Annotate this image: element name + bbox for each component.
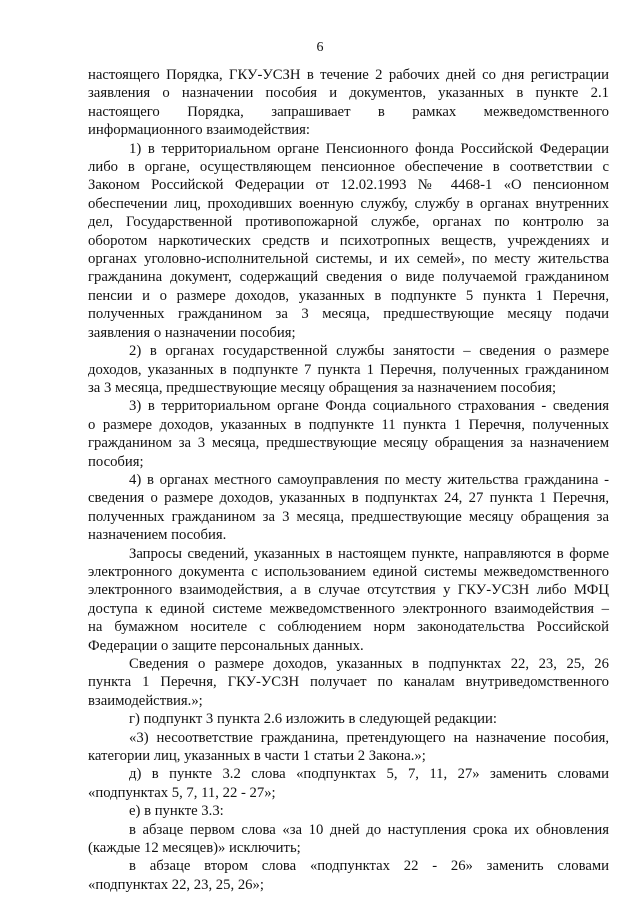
- paragraph-sub-d: [88, 765, 609, 802]
- text-line: 2) в органах государственной службы занятости – сведения о размере: [129, 343, 609, 360]
- paragraph-sub-e: [88, 802, 609, 820]
- text-line: категории лиц, указанных в части 1 статьи 2 Закона.»;: [88, 748, 426, 765]
- paragraph-sub-g-text: [88, 729, 609, 766]
- text-line: 1) в территориальном органе Пенсионного фонда Российской Федерации: [129, 140, 609, 157]
- text-line: д) в пункте 3.2 слова «подпунктах 5, 7, 11, 27» заменить словами: [129, 766, 609, 783]
- text-line: 3) в территориальном органе Фонда социального страхования - сведения: [129, 398, 609, 415]
- text-line: «подпунктах 5, 7, 11, 22 - 27»;: [88, 784, 276, 801]
- text-line: в абзаце первом слова «за 10 дней до наступления срока их обновления: [129, 821, 609, 838]
- paragraph-sub-e-2: [88, 857, 609, 894]
- text-line: (каждые 12 месяцев)» исключить;: [88, 840, 301, 857]
- text-line: пенсии и о размере доходов, указанных в подпункте 5 пункта 1 Перечня,: [88, 287, 609, 304]
- paragraph-intro: [88, 66, 609, 140]
- document-text: [88, 66, 609, 894]
- paragraph-income-info: [88, 655, 609, 710]
- text-line: информационного взаимодействия:: [88, 122, 310, 139]
- paragraph-item-3: [88, 397, 609, 471]
- text-line: электронного взаимодействия, а в случае отсутствия у ГКУ-УСЗН либо МФЦ: [88, 582, 609, 599]
- text-line: г) подпункт 3 пункта 2.6 изложить в следующей редакции:: [129, 711, 497, 728]
- text-line: заявления о назначении пособия и документов, указанных в пункте 2.1: [88, 85, 609, 102]
- text-line: Законом Российской Федерации от 12.02.1993 № 4468-1 «О пенсионном: [88, 177, 609, 194]
- text-line: электронного документа с использованием единой системы межведомственного: [88, 563, 609, 580]
- text-line: о размере доходов, указанных в подпункте 11 пункта 1 Перечня, полученных: [88, 416, 609, 433]
- paragraph-item-1: [88, 140, 609, 342]
- text-line: заявления о назначении пособия;: [88, 324, 296, 341]
- text-line: 4) в органах местного самоуправления по месту жительства гражданина -: [129, 471, 609, 488]
- text-line: настоящего Порядка, запрашивает в рамках межведомственного: [88, 103, 609, 120]
- paragraph-item-4: [88, 471, 609, 545]
- text-line: пособия;: [88, 453, 144, 470]
- text-line: доступа к единой системе межведомственного электронного взаимодействия –: [88, 600, 609, 617]
- text-line: Сведения о размере доходов, указанных в подпунктах 22, 23, 25, 26: [129, 656, 609, 672]
- text-line: назначением пособия.: [88, 527, 227, 544]
- text-line: либо в органе, осуществляющем пенсионное обеспечение в соответствии с: [88, 159, 609, 176]
- text-line: дел, Государственной противопожарной службе, органах по контролю за: [88, 214, 609, 231]
- text-line: е) в пункте 3.3:: [129, 803, 224, 820]
- text-line: Федерации о защите персональных данных.: [88, 637, 364, 654]
- text-line: Запросы сведений, указанных в настоящем пункте, направляются в форме: [129, 545, 609, 562]
- text-line: взаимодействия.»;: [88, 692, 203, 709]
- text-line: доходов, указанных в подпункте 7 пункта 1 Перечня, полученных гражданином: [88, 361, 609, 378]
- text-line: полученных гражданином за 3 месяца, предшествующие месяцу обращения за: [88, 508, 609, 525]
- text-line: на бумажном носителе с соблюдением норм законодательства Российской: [88, 619, 609, 636]
- paragraph-sub-g: [88, 710, 609, 728]
- text-line: в абзаце втором слова «подпунктах 22 - 26» заменить словами: [129, 858, 609, 875]
- text-line: гражданином за 3 месяца, предшествующие месяцу обращения за назначением: [88, 435, 609, 452]
- text-line: органах уголовно-исполнительной системы, и их семей», по месту жительства: [88, 251, 609, 268]
- paragraph-item-2: [88, 342, 609, 397]
- page-number: 6: [316, 40, 324, 55]
- text-line: сведения о размере доходов, указанных в подпунктах 24, 27 пункта 1 Перечня,: [88, 490, 609, 507]
- text-line: «подпунктах 22, 23, 25, 26»;: [88, 876, 264, 893]
- paragraph-requests: [88, 545, 609, 655]
- text-line: обеспечении лиц, проходивших военную службу, службу в органах внутренних: [88, 195, 609, 212]
- text-line: полученных гражданином за 3 месяца, предшествующие месяцу подачи: [88, 306, 609, 323]
- text-line: «3) несоответствие гражданина, претендующего на назначение пособия,: [129, 729, 609, 746]
- text-line: пункта 1 Перечня, ГКУ-УСЗН получает по каналам внутриведомственного: [88, 674, 609, 691]
- text-line: оборотом наркотических средств и психотропных веществ, учреждениях и: [88, 232, 609, 249]
- text-line: гражданина документ, содержащий сведения о виде получаемой гражданином: [88, 269, 609, 286]
- paragraph-sub-e-1: [88, 821, 609, 858]
- text-line: настоящего Порядка, ГКУ-УСЗН в течение 2 рабочих дней со дня регистрации: [88, 67, 609, 83]
- text-line: за 3 месяца, предшествующие месяцу обращения за назначением пособия;: [88, 379, 557, 396]
